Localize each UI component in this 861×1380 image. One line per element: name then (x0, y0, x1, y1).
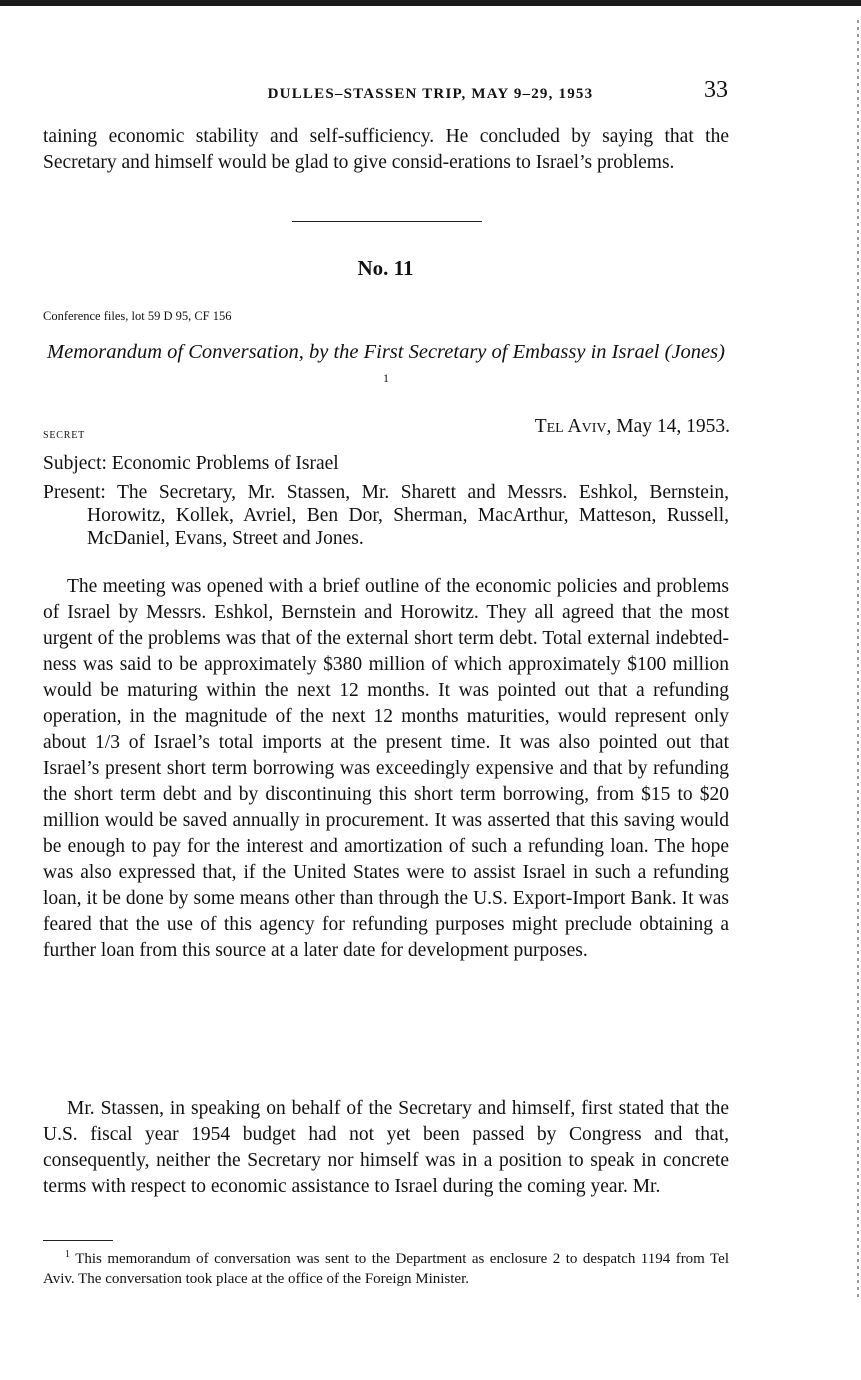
footnote-reference: 1 (383, 371, 389, 385)
footnote-marker: 1 (65, 1249, 70, 1260)
memo-title (43, 339, 729, 397)
dateline-date: May 14, 1953. (616, 416, 730, 437)
memo-title-text: Memorandum of Conversation, by the First Secretary of Embassy in Israel (Jones) (47, 341, 725, 363)
body-paragraph-1: The meeting was opened with a brief outline of the economic policies and problems of Israel by Messrs. Eshkol, Bernstein and Horowitz. They all agreed that the most urgent of the problems was that of the external short term debt. Total external indebtedness was said to be approximately $380 million of which approximately $100 million would be maturing within the next 12 months. It was pointed out that a refunding operation, in the magnitude of the next 12 months maturities, would represent only about 1/3 of Israel’s total imports at the present time. It was also pointed out that Israel’s present short term borrowing was exceedingly expensive and that by refunding the short term debt and by discontinuing this short term borrowing, from $15 to $20 million would be saved annually in procurement. It was asserted that this saving would be enough to pay for the interest and amortization of such a refunding loan. The hope was also expressed that, if the United States were to assist Israel in such a refunding loan, it be done by some means other than through the U.S. Export-Import Bank. It was feared that the use of this agency for refunding purposes might preclude obtaining a further loan from this source at a later date for development purposes. (43, 576, 729, 961)
body-paragraph-2: Mr. Stassen, in speaking on behalf of the Secretary and himself, first stated that the U.S. fiscal year 1954 budget had not yet been passed by Congress and that, consequently, neither the Secretary nor himself was in a position to speak in concrete terms with respect to economic assistance to Israel during the coming year. Mr. (43, 1098, 729, 1197)
dateline-place: Tel Aviv, (534, 416, 612, 437)
footnote-text: This memorandum of conversation was sent to the Department as enclosure 2 to despatch 1194 from Tel Aviv. The conversation took place at the office of the Foreign Minister. (43, 1251, 729, 1287)
document-number: No. 11 (357, 256, 414, 280)
page-top-edge (0, 0, 861, 6)
continuation-paragraph: taining economic stability and self-sufficiency. He concluded by saying that the Secretary and himself would be glad to give consid-erations to Israel’s problems. (43, 126, 729, 173)
section-divider (292, 221, 482, 222)
present-list: Present: The Secretary, Mr. Stassen, Mr. Sharett and Messrs. Eshkol, Bernstein, Horowitz, Kollek, Avriel, Ben Dor, Sherman, MacArthur, Matteson, Russell, McDaniel, Evans, Street and Jones. (43, 482, 729, 549)
footnote-rule (43, 1240, 113, 1241)
page-right-edge (857, 20, 859, 1300)
source-citation: Conference files, lot 59 D 95, CF 156 (43, 309, 232, 323)
classification-marking: secret (43, 426, 86, 442)
dateline (535, 416, 730, 438)
page-number: 33 (704, 77, 728, 103)
subject-line: Subject: Economic Problems of Israel (43, 453, 339, 474)
running-head: DULLES–STASSEN TRIP, MAY 9–29, 1953 (267, 86, 594, 102)
footnote (43, 1245, 729, 1289)
